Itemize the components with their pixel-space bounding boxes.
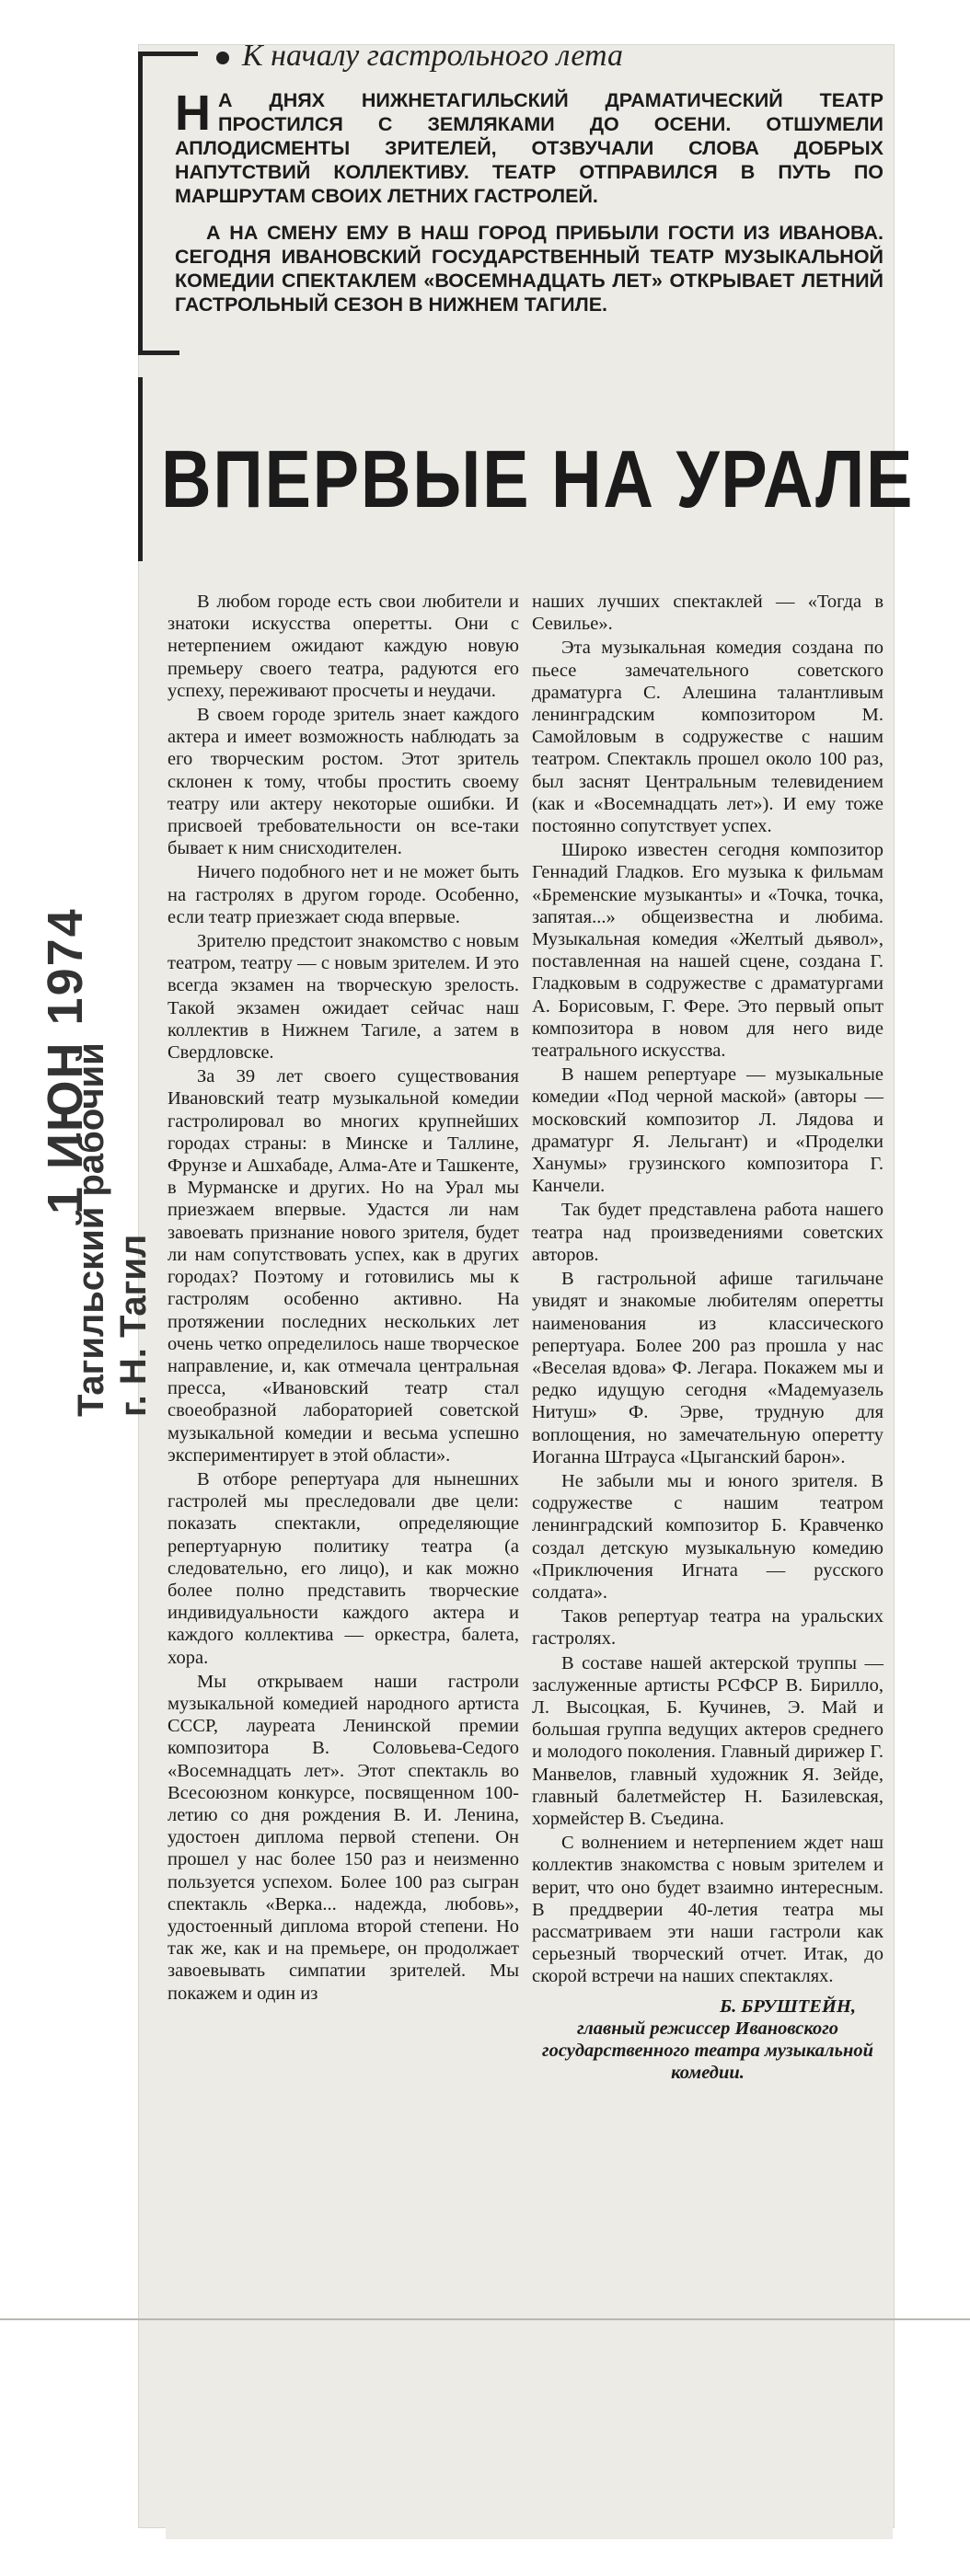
headline-block (138, 377, 915, 561)
stamp-source-line2: г. Н. Тагил (113, 1234, 154, 1417)
author-position: главный режиссер Ивановского государственного театра музыкальной комедии. (542, 2018, 873, 2083)
paragraph: Таков репертуар театра на уральских гастролях. (532, 1606, 883, 1650)
paragraph: В любом городе есть свои любители и знатоки искусства оперетты. Они с нетерпением ожидают каждую новую премьеру своего театра, радуются его успеху, переживают просчеты и неудачи. (167, 592, 519, 701)
stamp-date: 1 ИЮН 1974 (38, 907, 93, 1214)
author-signature (532, 1995, 883, 2084)
paragraph: Ничего подобного нет и не может быть на гастролях в другом городе. Особенно, если театр приезжает сюда впервые. (167, 862, 519, 927)
newspaper-clipping-lower (166, 2190, 893, 2539)
bullet-icon (216, 52, 229, 64)
paragraph: За 39 лет своего существования Ивановский театр музыкальной комедии гастролировал во многих крупнейших городах страны: в Минске и Таллине, Фрунзе и Ашхабаде, Алма-Ате и Ташкенте, в Мурманске и других. Но на Урал мы приезжаем впервые. Удастся ли нам завоевать признание нового зрителя, будет ли нам сопутствовать успех, как в других городах? Поэтому и готовились мы к гастролям особенно активно. На протяжении последних нескольких лет очень четко определилось наше творческое направление, и, как отмечала центральная пресса, «Ивановский театр стал своеобразной лабораторией советской музыкальной комедии и весьма успешно экспериментирует в этой области». (167, 1066, 519, 1466)
paragraph: С волнением и нетерпением ждет наш коллектив знакомства с новым зрителем и верит, что оно будет взаимно интересным. В преддверии 40-летия театра мы рассматриваем эти наши гастроли как серьезный творческий отчет. Итак, до скорой встречи на наших спектаклях. (532, 1833, 883, 1987)
lead-text (175, 88, 883, 329)
paragraph: Зрителю предстоит знакомство с новым театром, театру — с новым зрителем. И это всегда экзамен на творческую зрелость. Такой экзамен ожидает сейчас наш коллектив в Нижнем Тагиле, а затем в Свердловске. (167, 931, 519, 1064)
fold-line (0, 2318, 970, 2320)
headline: ВПЕРВЫЕ НА УРАЛЕ (161, 433, 915, 524)
paragraph: В своем городе зритель знает каждого актера и имеет возможность наблюдать за его творческим ростом. Этот зритель склонен к тому, чтобы простить своему театру или актеру некоторые ошибки. И присвоей требовательности он все-таки бывает к ним снисходителен. (167, 705, 519, 859)
lead-paragraph-2: А НА СМЕНУ ЕМУ В НАШ ГОРОД ПРИБЫЛИ ГОСТИ ИЗ ИВАНОВА. СЕГОДНЯ ИВАНОВСКИЙ ГОСУДАРСТВЕННЫЙ ТЕАТР МУЗЫКАЛЬНОЙ КОМЕДИИ СПЕКТАКЛЕМ «ВОСЕМНАДЦАТЬ ЛЕТ» ОТКРЫВАЕТ ЛЕТНИЙ ГАСТРОЛЬНЫЙ СЕЗОН В НИЖНЕМ ТАГИЛЕ. (175, 222, 883, 316)
rubric-text: К началу гастрольного лета (242, 39, 623, 73)
paragraph: В составе нашей актерской труппы — заслуженные артисты РСФСР В. Бирилло, Л. Высоцкая, Б. Кучинев, Э. Май и большая группа ведущих актеров среднего и молодого поколения. Главный дирижер Г. Манвелов, главный художник Я. Зейде, главный балетмейстер Н. Базилевская, хормейстер В. Съедина. (532, 1652, 883, 1829)
paragraph: Так будет представлена работа нашего театра над произведениями советских авторов. (532, 1200, 883, 1265)
lead-box (138, 39, 883, 355)
paragraph: наших лучших спектаклей — «Тогда в Севилье». (532, 592, 883, 635)
paragraph: В отборе репертуара для нынешних гастролей мы преследовали две цели: показать спектакли, определяющие репертуарную политику театра (а следовательно, его лицо), и как можно более полно представить творческие индивидуальности каждого актера и каждого коллектива — оркестра, балета, хора. (167, 1468, 519, 1668)
drop-cap: Н (175, 86, 211, 141)
stamp-source-line1: Тагильский рабочий (71, 1042, 111, 1417)
rubric (216, 39, 623, 74)
source-stamp (70, 1042, 155, 1417)
paragraph: Не забыли мы и юного зрителя. В содружестве с нашим театром ленинградский композитор Б. Кравченко создал детскую музыкальную комедию «Приключения Игната — русского солдата». (532, 1470, 883, 1603)
paragraph: Эта музыкальная комедия создана по пьесе замечательного советского драматурга С. Алешина талантливым ленинградским композитором М. Самойловым в содружестве с нашим театром. Спектакль прошел около 100 раз, был заснят Центральным телевидением (как и «Восемнадцать лет»). И ему тоже постоянно сопутствует успех. (532, 638, 883, 837)
author-name: Б. БРУШТЕЙН, (720, 1995, 856, 2017)
paragraph: В нашем репертуаре — музыкальные комедии «Под черной маской» (авторы — московский композитор Л. Лядова и драматург Я. Лельгант) и «Проделки Ханумы» грузинского композитора Г. Канчели. (532, 1064, 883, 1197)
paragraph: Мы открываем наши гастроли музыкальной комедией народного артиста СССР, лауреата Ленинской премии композитора В. Соловьева-Седого «Восемнадцать лет». Этот спектакль во Всесоюзном конкурсе, посвященном 100-летию со дня рождения В. И. Ленина, удостоен диплома первой степени. Он прошел у нас более 150 раз и неизменно пользуется успехом. Более 100 раз сыгран спектакль «Верка... надежда, любовь», удостоенный диплома второй степени. Но так же, как и на премьере, он продолжает завоевывать симпатии зрителей. Мы покажем и один из (167, 1671, 519, 2004)
paragraph: Широко известен сегодня композитор Геннадий Гладков. Его музыка к фильмам «Бременские музыканты» и «Точка, точка, запятая...» общеизвестна и любима. Музыкальная комедия «Желтый дьявол», поставленная на нашей сцене, создана Г. Гладковым в содружестве с драматургами А. Борисовым, Г. Фере. Это первый опыт композитора в новом для него виде театрального искусства. (532, 840, 883, 1062)
article-column-1 (167, 591, 519, 2005)
lead-paragraph-1: НА ДНЯХ НИЖНЕТАГИЛЬСКИЙ ДРАМАТИЧЕСКИЙ ТЕАТР ПРОСТИЛСЯ С ЗЕМЛЯКАМИ ДО ОСЕНИ. ОТШУМЕЛИ АПЛОДИСМЕНТЫ ЗРИТЕЛЕЙ, ОТЗВУЧАЛИ СЛОВА ДОБРЫХ НАПУТСТВИЙ КОЛЛЕКТИВУ. ТЕАТР ОТПРАВИЛСЯ В ПУТЬ ПО МАРШРУТАМ СВОИХ ЛЕТНИХ ГАСТРОЛЕЙ. (175, 86, 883, 207)
article-column-2 (532, 591, 883, 2084)
paragraph: В гастрольной афише тагильчане увидят и знакомые любителям оперетты наименования из классического репертуара. Более 200 раз прошла у нас «Веселая вдова» Ф. Легара. Покажем мы и редко идущую сегодня «Мадемуазель Нитуш» Ф. Эрве, трудную для воплощения, но замечательную оперетту Иоганна Штрауса «Цыганский барон». (532, 1269, 883, 1467)
